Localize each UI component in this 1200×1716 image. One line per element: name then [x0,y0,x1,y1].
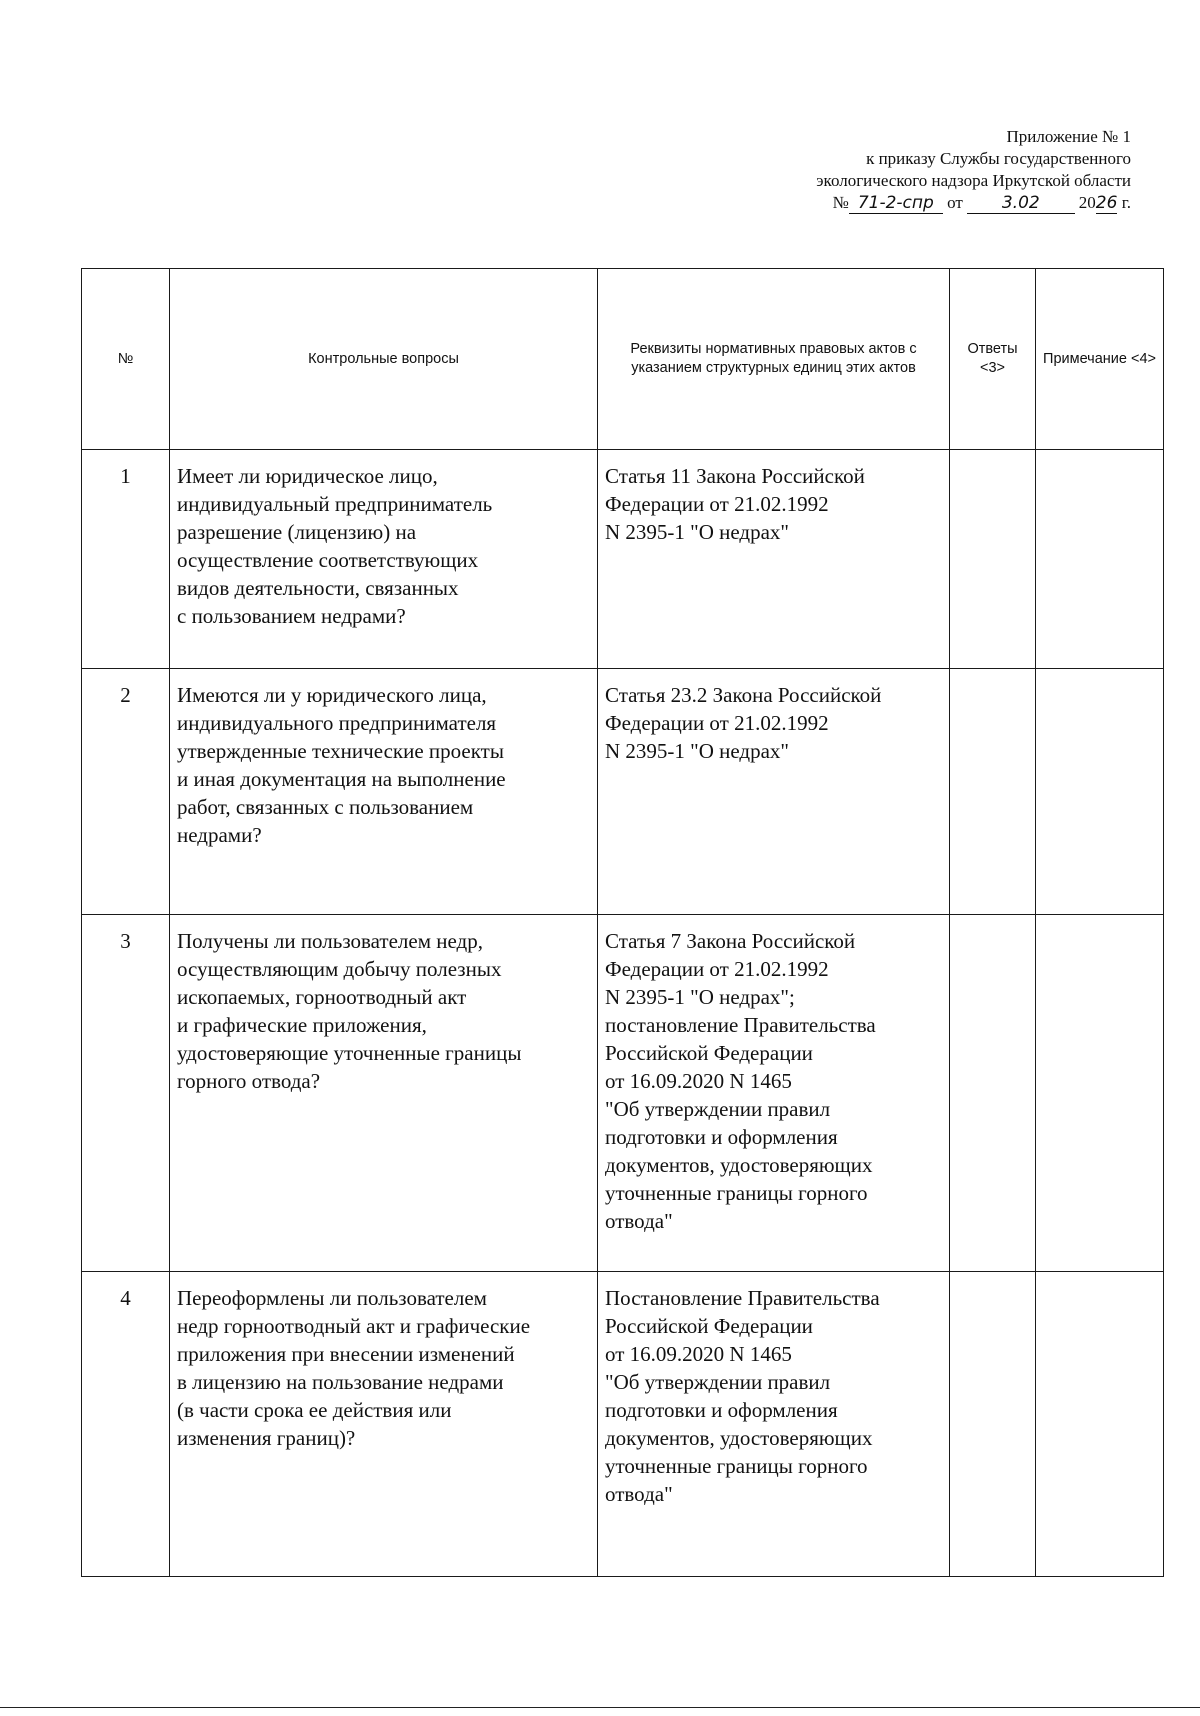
row-number: 3 [82,915,170,1272]
appendix-authority-line: экологического надзора Иркутской области [816,171,1131,190]
appendix-order-line: к приказу Службы государственного [866,149,1131,168]
table-row [82,669,1164,915]
row-number: 4 [82,1272,170,1577]
table-row [82,915,1164,1272]
order-number-handwritten: 71-2-спр [849,194,943,214]
row-requisites: Статья 7 Закона Российской Федерации от 21.02.1992 N 2395-1 "О недрах"; постановление Правительства Российской Федерации от 16.09.2020 N 1465 "Об утверждении правил подготовки и оформления документов, удостоверяющих уточненные границы горного отвода" [598,915,950,1272]
row-note-cell[interactable] [1036,915,1164,1272]
order-number-date [816,192,1131,214]
row-answer-cell[interactable] [950,915,1036,1272]
table-row [82,450,1164,669]
footer-divider [0,1707,1200,1708]
header-note: Примечание <4> [1036,269,1164,450]
checklist-table [81,268,1164,1577]
order-year-suffix: г. [1121,193,1131,212]
row-answer-cell[interactable] [950,1272,1036,1577]
row-number: 1 [82,450,170,669]
header-answers: Ответы <3> [950,269,1036,450]
row-answer-cell[interactable] [950,669,1036,915]
row-question: Получены ли пользователем недр, осуществляющим добычу полезных ископаемых, горноотводный акт и графические приложения, удостоверяющие уточненные границы горного отвода? [170,915,598,1272]
appendix-title: Приложение № 1 [1006,127,1131,146]
row-answer-cell[interactable] [950,450,1036,669]
row-question: Имеет ли юридическое лицо, индивидуальный предприниматель разрешение (лицензию) на осуществление соответствующих видов деятельности, связанных с пользованием недрами? [170,450,598,669]
row-requisites: Постановление Правительства Российской Федерации от 16.09.2020 N 1465 "Об утверждении правил подготовки и оформления документов, удостоверяющих уточненные границы горного отвода" [598,1272,950,1577]
appendix-heading [816,126,1131,214]
row-note-cell[interactable] [1036,669,1164,915]
order-date-handwritten: 3.02 [967,194,1075,214]
header-requisites: Реквизиты нормативных правовых актов с указанием структурных единиц этих актов [598,269,950,450]
row-note-cell[interactable] [1036,1272,1164,1577]
order-year-handwritten: 26 [1095,193,1118,213]
order-year-prefix: 20 [1078,193,1096,212]
row-question: Имеются ли у юридического лица, индивидуального предпринимателя утвержденные технические проекты и иная документация на выполнение работ, связанных с пользованием недрами? [170,669,598,915]
row-note-cell[interactable] [1036,450,1164,669]
header-question: Контрольные вопросы [170,269,598,450]
row-requisites: Статья 11 Закона Российской Федерации от 21.02.1992 N 2395-1 "О недрах" [598,450,950,669]
order-number-prefix: № [832,193,849,212]
header-number: № [82,269,170,450]
row-number: 2 [82,669,170,915]
table-header-row [82,269,1164,450]
row-requisites: Статья 23.2 Закона Российской Федерации от 21.02.1992 N 2395-1 "О недрах" [598,669,950,915]
row-question: Переоформлены ли пользователем недр горноотводный акт и графические приложения при внесении изменений в лицензию на пользование недрами (в части срока ее действия или изменения границ)? [170,1272,598,1577]
order-date-prefix: от [947,193,963,212]
table-row [82,1272,1164,1577]
